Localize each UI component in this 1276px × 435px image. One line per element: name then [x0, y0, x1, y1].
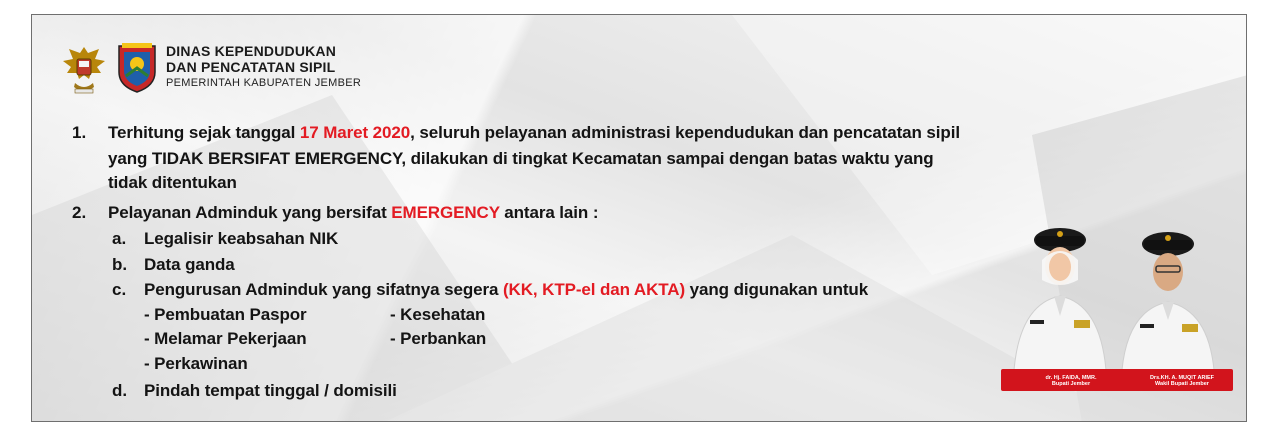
subitem-d-text: Pindah tempat tinggal / domisili: [144, 381, 397, 400]
official-right-title: Wakil Bupati Jember: [1155, 381, 1209, 387]
item1-text-a: Terhitung sejak tanggal: [108, 123, 300, 142]
subitem-b-label: b.: [112, 255, 128, 274]
purpose-job-application: - Melamar Pekerjaan: [144, 329, 307, 348]
item2-line: [108, 203, 598, 223]
purpose-banking: - Perbankan: [390, 329, 487, 348]
item2-text-b: antara lain :: [499, 203, 599, 222]
purpose-passport: - Pembuatan Paspor: [144, 305, 307, 324]
officials-photo: [1000, 220, 1236, 392]
item-number-2: 2.: [72, 203, 87, 222]
purpose-health: - Kesehatan: [390, 305, 486, 324]
item-number-1: 1.: [72, 123, 87, 142]
item2-emergency: EMERGENCY: [391, 203, 500, 222]
item1-text-b: , seluruh pelayanan administrasi kependudukan dan pencatatan sipil: [410, 123, 960, 142]
org-name-line2: DAN PENCATATAN SIPIL: [166, 59, 336, 75]
item2-text-a: Pelayanan Adminduk yang bersifat: [108, 203, 392, 222]
subitem-c-text: [144, 280, 868, 300]
subitem-b-text: Data ganda: [144, 255, 235, 274]
official-left-caption: [1041, 375, 1101, 387]
subitem-a-text: Legalisir keabsahan NIK: [144, 229, 339, 248]
official-right-name: Drs.KH. A. MUQIT ARIEF: [1149, 375, 1215, 381]
officials-name-ribbon: [1001, 369, 1233, 391]
subitem-a-label: a.: [112, 229, 127, 248]
jember-crest-icon: [116, 42, 158, 94]
subitem-c-label: c.: [112, 280, 127, 299]
subitem-c-documents: (KK, KTP-el dan AKTA): [502, 280, 686, 299]
official-right-caption: [1147, 375, 1217, 387]
item1-line3: tidak ditentukan: [108, 173, 237, 192]
item1-line2: yang TIDAK BERSIFAT EMERGENCY, dilakukan di tingkat Kecamatan sampai dengan batas waktu yang: [108, 149, 934, 168]
official-left-title: Bupati Jember: [1051, 381, 1091, 387]
official-left-name: dr. Hj. FAIDA, MMR.: [1045, 375, 1097, 381]
org-name-line1: DINAS KEPENDUDUKAN: [166, 43, 337, 59]
garuda-emblem-icon: [61, 43, 107, 97]
org-subtitle: PEMERINTAH KABUPATEN JEMBER: [166, 77, 362, 89]
subitem-c-text-a: Pengurusan Adminduk yang sifatnya segera: [144, 280, 503, 299]
official-right-figure: [1122, 232, 1214, 370]
item1-date: 17 Maret 2020: [299, 123, 411, 142]
purpose-marriage: - Perkawinan: [144, 354, 248, 373]
item1-line1: [108, 123, 960, 143]
official-left-figure: [1014, 228, 1106, 370]
announcement-banner: [31, 14, 1247, 422]
subitem-c-text-b: yang digunakan untuk: [685, 280, 869, 299]
subitem-d-label: d.: [112, 381, 128, 400]
